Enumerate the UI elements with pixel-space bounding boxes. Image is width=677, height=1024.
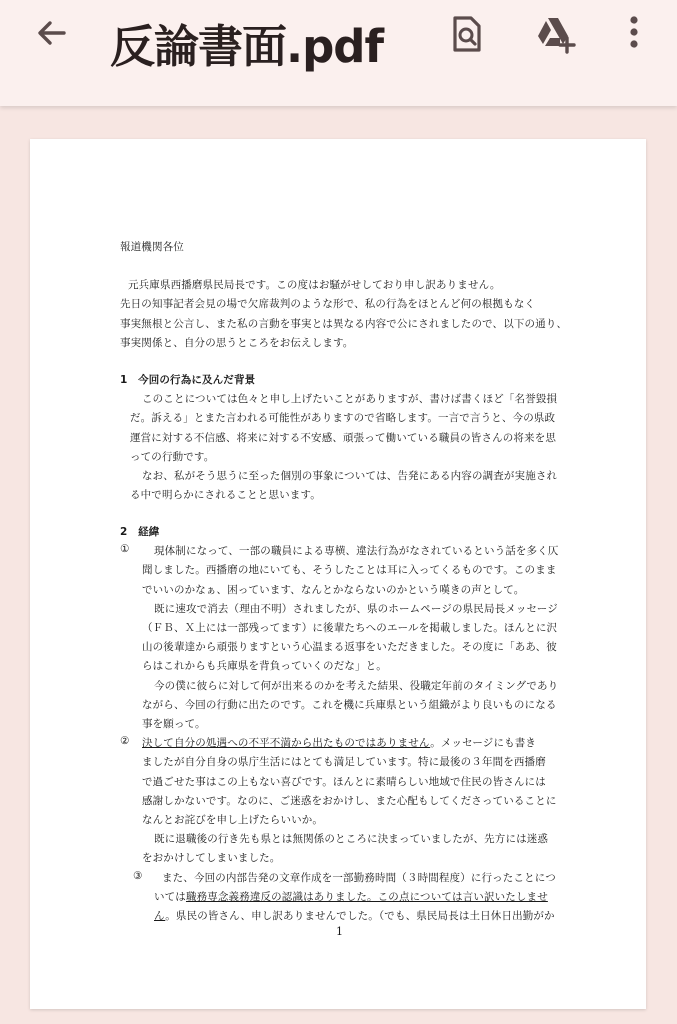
underlined-text: ん <box>154 910 166 922</box>
body-text: いては <box>154 891 186 903</box>
body-line <box>154 889 548 904</box>
body-line: 現体制になって、一部の職員による専横、違法行為がなされているという話を多く仄 <box>154 545 559 557</box>
body-line: このことについては色々と申し上げたいことがありますが、書けば書くほど「名誉毀損 <box>142 393 558 405</box>
more-vert-icon <box>616 12 652 56</box>
body-line: なお、私がそう思うに至った個別の事象については、告発にある内容の調査が実施され <box>142 470 558 482</box>
body-line: 事を願って。 <box>142 718 206 730</box>
page-number: 1 <box>336 925 343 938</box>
section-heading: 1 今回の行為に及んだ背景 <box>120 374 256 386</box>
body-line: でいいのかなぁ、困っています、なんとかならないのかという嘆きの声として。 <box>142 584 525 596</box>
body-line: また、今回の内部告発の文章作成を一部勤務時間（３時間程度）に行ったことにつ <box>162 872 556 884</box>
body-line: で過ごせた事はこの上もない喜びです。ほんとに素晴らしい地域で住民の皆さんには <box>142 776 546 788</box>
intro-line: 元兵庫県西播磨県民局長です。この度はお騒がせしており申し訳ありません。 <box>128 279 501 291</box>
section-heading: 2 経緯 <box>120 526 160 538</box>
body-line: 今の僕に彼らに対して何が出来るのかを考えた結果、役職定年前のタイミングであり <box>154 680 559 692</box>
body-line: なんとお詫びを申し上げたらいいか。 <box>142 814 324 826</box>
underlined-text: 職務専念義務違反の認識はありました。この点については言い訳いたしませ <box>185 891 548 903</box>
body-line: だ。訴える」とまた言われる可能性がありますので省略します。一言で言うと、今の県政 <box>130 412 556 424</box>
intro-line: 事実無根と公言し、また私の言動を事実とは異なる内容で公にされましたので、以下の通り、 <box>120 318 568 330</box>
body-line <box>154 908 555 923</box>
body-line: 既に速攻で消去（理由不明）されましたが、県のホームページの県民局長メッセージ <box>154 603 558 615</box>
more-options-button[interactable] <box>616 12 652 56</box>
item-marker: ① <box>120 543 130 555</box>
body-line: らはこれからも兵庫県を背負っていくのだな」と。 <box>142 660 387 672</box>
body-line: （ＦＢ、Ｘ上には一部残ってます）に後輩たちへのエールを掲載しました。ほんとに沢 <box>142 622 558 634</box>
search-in-document-button[interactable] <box>445 12 489 56</box>
intro-line: 先日の知事記者会見の場で欠席裁判のような形で、私の行為をほとんど何の根拠もなく <box>120 298 536 310</box>
document-title: 反論書面.pdf <box>110 20 384 73</box>
address-line: 報道機関各位 <box>120 241 184 253</box>
body-line: る中で明らかにされることと思います。 <box>130 489 321 501</box>
body-line: 既に退職後の行き先も県とは無関係のところに決まっていましたが、先方には迷惑 <box>154 833 549 845</box>
body-line: っての行動です。 <box>130 451 215 463</box>
body-line <box>142 735 536 750</box>
pdf-page[interactable] <box>30 139 646 1009</box>
back-button[interactable] <box>30 12 74 56</box>
body-line: をおかけしてしまいました。 <box>142 852 281 864</box>
body-line: ましたが自分自身の県庁生活にはとても満足しています。特に最後の３年間を西播磨 <box>142 756 546 768</box>
app-toolbar <box>0 0 677 106</box>
body-text: 。メッセージにも書き <box>430 737 537 749</box>
search-document-icon <box>445 12 489 56</box>
body-text: 。県民の皆さん、申し訳ありませんでした。（でも、県民局長は土日休日出勤がか <box>165 910 555 922</box>
intro-line: 事実関係と、自分の思うところをお伝えします。 <box>120 337 354 349</box>
add-to-drive-button[interactable] <box>532 12 576 56</box>
body-line: 聞しました。西播磨の地にいても、そうしたことは耳に入ってくるものです。このまま <box>142 564 557 576</box>
underlined-text: 決して自分の処遇への不平不満から出たものではありません <box>142 737 431 749</box>
item-marker: ③ <box>133 870 143 882</box>
body-line: ながら、今回の行動に出たのです。これを機に兵庫県という組織がより良いものになる <box>142 699 557 711</box>
body-line: 運営に対する不信感、将来に対する不安感、頑張って働いている職員の皆さんの将来を思 <box>130 432 556 444</box>
item-marker: ② <box>120 735 130 747</box>
body-line: 感謝しかないです。なのに、ご迷惑をおかけし、また心配もしてくださっていることに <box>142 795 557 807</box>
body-line: 山の後輩達から頑張りますという心温まる返事をいただきました。その度に「ああ、彼 <box>142 641 557 653</box>
back-arrow-icon <box>30 12 74 56</box>
drive-add-icon <box>532 12 576 56</box>
